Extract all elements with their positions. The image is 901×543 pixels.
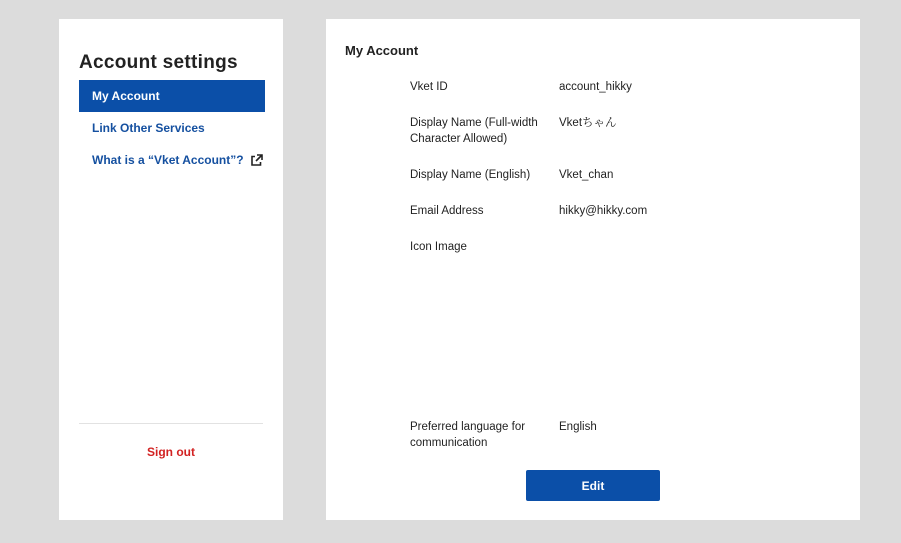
icon-image-label: Icon Image [410,241,467,253]
sidebar-divider [79,423,263,424]
sidebar-item-my-account[interactable] [79,80,265,112]
preferred-language-label: Preferred language for communication [410,421,526,449]
vket-id-value: account_hikky [559,81,632,93]
email-address-value: hikky@hikky.com [559,205,648,217]
display-name-english-value: Vket_chan [559,169,614,181]
preferred-language-value: English [559,421,597,433]
display-name-english-label: Display Name (English) [410,169,531,181]
email-address-label: Email Address [410,205,484,217]
main-panel [326,19,860,520]
edit-button[interactable]: Edit [526,470,660,501]
sidebar-nav [79,80,265,176]
sidebar-item-what-is-vket-account[interactable] [79,144,265,176]
external-link-icon [250,154,263,167]
sidebar-item-link-other-services[interactable] [79,112,265,144]
sign-out-button[interactable]: Sign out [147,445,195,459]
sidebar [59,19,283,520]
vket-id-label: Vket ID [410,81,448,93]
sidebar-title: Account settings [79,52,238,73]
sidebar-item-label: My Account [92,89,160,103]
display-name-label: Display Name (Full-width Character Allowed) [410,117,538,145]
display-name-value: Vketちゃん [559,117,617,129]
page-title: My Account [345,43,419,58]
sidebar-item-label: Link Other Services [92,121,205,135]
sidebar-item-label: What is a “Vket Account”? [92,153,244,167]
